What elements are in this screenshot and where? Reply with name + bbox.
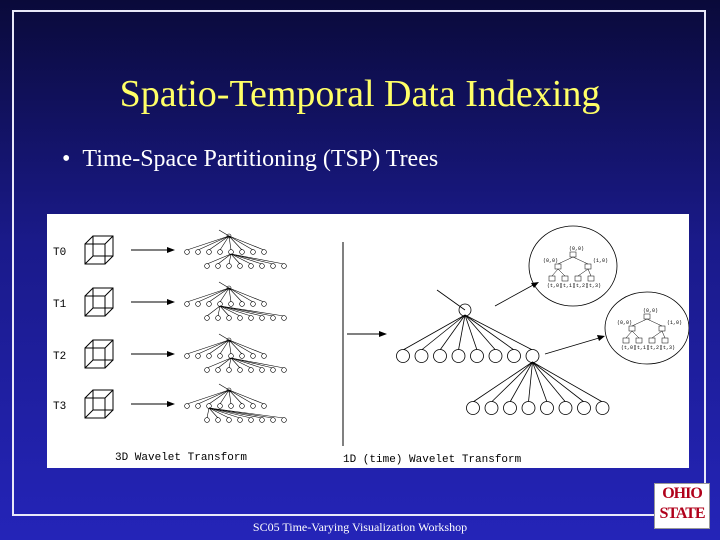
cube-icon xyxy=(85,390,113,418)
octree-icon xyxy=(185,384,287,422)
slide-footer: SC05 Time-Varying Visualization Workshop xyxy=(252,520,468,534)
octree-icon xyxy=(185,230,287,268)
arrow-icon xyxy=(495,282,539,306)
bullet-text: Time-Space Partitioning (TSP) Trees xyxy=(82,146,439,172)
tsp-tree-figure xyxy=(47,214,689,468)
inset-label: (1,0) xyxy=(667,320,683,326)
bullet-item xyxy=(62,146,438,173)
timestep-label: T3 xyxy=(53,401,67,413)
cube-icon xyxy=(85,236,113,264)
logo-line-1: OHIO xyxy=(662,485,702,502)
inset-label: (0,0) xyxy=(643,308,659,314)
inset-tree xyxy=(605,292,689,364)
arrow-icon xyxy=(347,331,387,337)
octree-icon xyxy=(185,282,287,320)
inset-label: (1,0) xyxy=(593,258,609,264)
logo-line-2: STATE xyxy=(659,505,705,522)
time-tree xyxy=(397,290,610,415)
cube-icon xyxy=(85,288,113,316)
caption-3d-wavelet: 3D Wavelet Transform xyxy=(115,452,248,464)
timestep-label: T0 xyxy=(53,247,67,259)
arrow-icon xyxy=(131,401,175,407)
cube-icon xyxy=(85,340,113,368)
inset-label: (t,0) xyxy=(621,345,637,351)
tsp-tree-diagram xyxy=(47,214,689,468)
inset-label: (t,2) xyxy=(573,283,589,289)
caption-1d-wavelet: 1D (time) Wavelet Transform xyxy=(343,454,522,466)
timestep-label: T2 xyxy=(53,351,67,363)
arrow-icon xyxy=(131,299,175,305)
inset-label: (0,0) xyxy=(543,258,559,264)
bullet-marker: • xyxy=(62,146,71,172)
inset-label: (0,0) xyxy=(617,320,633,326)
arrow-icon xyxy=(545,335,605,354)
inset-label: (0,0) xyxy=(569,246,585,252)
timestep-label: T1 xyxy=(53,299,67,311)
ohio-state-logo xyxy=(654,483,710,529)
inset-label: (t,2) xyxy=(647,345,663,351)
octree-icon xyxy=(185,334,287,372)
inset-label: (t,3) xyxy=(586,283,602,289)
inset-label: (t,0) xyxy=(547,283,563,289)
arrow-icon xyxy=(131,247,175,253)
inset-label: (t,1) xyxy=(560,283,576,289)
inset-label: (t,3) xyxy=(660,345,676,351)
slide-title: Spatio-Temporal Data Indexing xyxy=(119,73,601,115)
arrow-icon xyxy=(131,351,175,357)
inset-label: (t,1) xyxy=(634,345,650,351)
inset-tree xyxy=(529,226,617,306)
